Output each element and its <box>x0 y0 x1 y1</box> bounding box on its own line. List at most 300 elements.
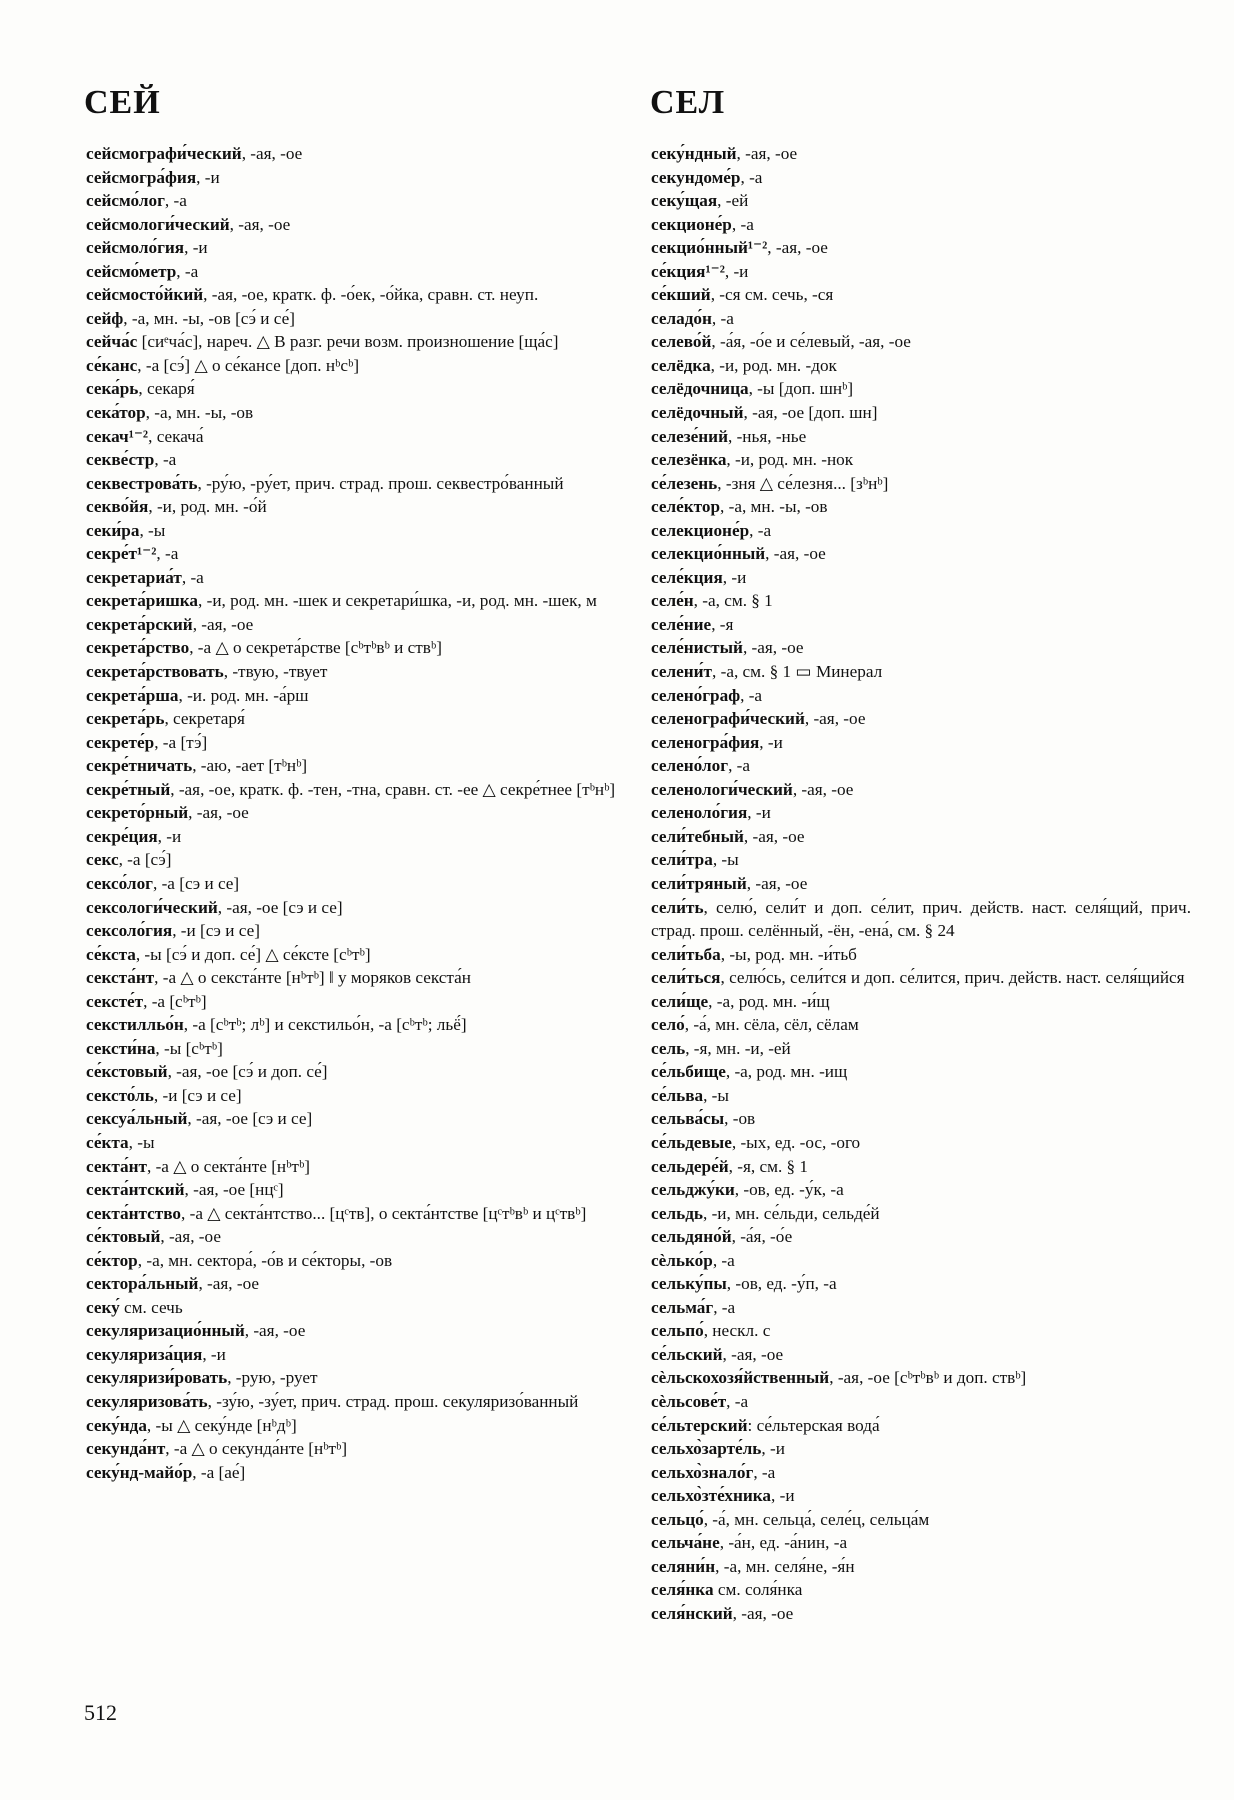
entry-headword: сельча́не <box>651 1533 720 1553</box>
entry-grammar: , -а <box>728 756 751 776</box>
dictionary-entry <box>651 1343 1191 1367</box>
dictionary-entry <box>86 896 626 920</box>
entry-headword: сели́ться <box>651 968 721 988</box>
dictionary-entry <box>86 990 626 1014</box>
dictionary-entry <box>651 448 1191 472</box>
entry-headword: селезе́ний <box>651 426 728 446</box>
entry-grammar: , -ов, ед. -у́к, -а <box>734 1180 844 1200</box>
dictionary-entry <box>651 1531 1191 1555</box>
dictionary-entry <box>651 142 1191 166</box>
dictionary-entry <box>86 166 626 190</box>
entry-grammar: , -а <box>176 261 199 281</box>
entry-headword: сели́тьба <box>651 944 721 964</box>
entry-grammar: , -ая, -ое [сэ и се] <box>217 897 343 917</box>
entry-grammar: , -ая, -ое <box>229 214 291 234</box>
dictionary-entry <box>651 1437 1191 1461</box>
entry-headword: секач¹⁻² <box>86 426 149 446</box>
dictionary-entry <box>651 872 1191 896</box>
entry-grammar: , секаря́ <box>138 379 195 399</box>
dictionary-entry <box>86 684 626 708</box>
entry-grammar: , -ру́ю, -ру́ет, прич. страд. прош. секвестро́ванный <box>197 473 564 493</box>
entry-headword: селёдочница <box>651 379 749 399</box>
dictionary-entry <box>86 613 626 637</box>
entry-headword: селекцио́нный <box>651 544 766 564</box>
entry-headword: сексте́т <box>86 991 144 1011</box>
entry-grammar: , -зу́ю, -зу́ет, прич. страд. прош. секуляризо́ванный <box>207 1391 579 1411</box>
entry-grammar: , -а <box>749 520 772 540</box>
entry-grammar: , -ы [сэ́ и доп. се́] △ се́ксте [cᵇтᵇ] <box>135 944 371 964</box>
dictionary-entry <box>86 1296 626 1320</box>
entry-headword: селе́н <box>651 591 694 611</box>
entry-grammar: , -а [сэ и се] <box>152 873 240 893</box>
entry-grammar: [сиᵉча́с], нареч. △ В разг. речи возм. произношение [ща́с] <box>137 332 559 352</box>
entry-grammar: , -ы <box>712 850 739 870</box>
entry-headword: сельджу́ки <box>651 1180 735 1200</box>
entry-headword: селени́т <box>651 662 712 682</box>
entry-headword: сексоло́гия <box>86 921 173 941</box>
entry-grammar: , -а́, мн. сельца́, селе́ц, сельца́м <box>703 1509 930 1529</box>
entry-headword: секрета́рь <box>86 709 165 729</box>
entry-headword: секи́ра <box>86 520 140 540</box>
entry-headword: секве́стр <box>86 450 155 470</box>
entry-headword: сейсмологи́ческий <box>86 214 230 234</box>
dictionary-entry <box>86 448 626 472</box>
entry-headword: сели́ще <box>651 991 709 1011</box>
entry-headword: сельдь <box>651 1203 703 1223</box>
dictionary-entry <box>651 684 1191 708</box>
entry-headword: се́кший <box>651 285 711 305</box>
entry-grammar: , -ая, -ое <box>736 144 798 163</box>
entry-grammar: см. соля́нка <box>713 1580 803 1600</box>
entry-headword: сека́тор <box>86 403 146 423</box>
entry-headword: сельхо̀зарте́ль <box>651 1439 762 1459</box>
dictionary-entry <box>651 213 1191 237</box>
entry-grammar: , -и <box>771 1486 795 1506</box>
entry-grammar: , -ая, -ое <box>804 709 866 729</box>
dictionary-entry <box>86 142 626 166</box>
dictionary-entry <box>651 966 1191 990</box>
dictionary-entry <box>86 377 626 401</box>
entry-grammar: , -а, мн. сектора́, -о́в и се́кторы, -ов <box>137 1250 393 1270</box>
entry-grammar: , -а́, мн. сёла, сёл, сёлам <box>684 1015 859 1035</box>
dictionary-entry <box>86 589 626 613</box>
entry-headword: се́ктовый <box>86 1227 161 1247</box>
dictionary-entry <box>651 754 1191 778</box>
entry-headword: се́канс <box>86 355 138 375</box>
dictionary-entry <box>651 1131 1191 1155</box>
entry-headword: селёдочный <box>651 403 744 423</box>
entry-grammar: , -а́я, -о́е и се́левый, -ая, -ое <box>711 332 911 352</box>
dictionary-entry <box>651 1060 1191 1084</box>
entry-grammar: , -и, род. мн. -нок <box>726 450 854 470</box>
entry-headword: селеногра́фия <box>651 732 760 752</box>
dictionary-entry <box>86 825 626 849</box>
entry-headword: секундоме́р <box>651 167 741 187</box>
entry-headword: секуляризи́ровать <box>86 1368 228 1388</box>
running-head-right: СЕЛ <box>650 84 726 121</box>
dictionary-entry <box>86 542 626 566</box>
entry-grammar: , -ых, ед. -ос, -ого <box>731 1132 861 1152</box>
dictionary-entry <box>651 1578 1191 1602</box>
dictionary-entry <box>651 1084 1191 1108</box>
entry-headword: секре́тный <box>86 779 171 799</box>
entry-headword: сѐльскохозя́йственный <box>651 1368 830 1388</box>
entry-headword: сельку́пы <box>651 1274 727 1294</box>
dictionary-entry <box>86 189 626 213</box>
entry-grammar: , -а △ о секрета́рстве [cᵇтᵇвᵇ и ствᵇ] <box>189 638 442 658</box>
entry-grammar: , -а △ о секунда́нте [нᵇтᵇ] <box>165 1439 348 1459</box>
entry-grammar: , -и, род. мн. -шек и секретари́шка, -и, род. мн. -шек, м <box>198 591 597 611</box>
entry-grammar: , -ая, -ое [сэ и се] <box>187 1109 313 1129</box>
entry-grammar: , -а <box>726 1391 749 1411</box>
entry-grammar: , -а [сэ́] <box>118 850 172 870</box>
entry-grammar: , -а <box>740 685 763 705</box>
entry-headword: се́льдевые <box>651 1132 732 1152</box>
entry-grammar: , -ая, -ое <box>792 779 854 799</box>
dictionary-entry <box>651 613 1191 637</box>
entry-grammar: , -а [сэ́] △ о се́кансе [доп. нᵇсᵇ] <box>137 355 360 375</box>
dictionary-entry <box>86 1343 626 1367</box>
dictionary-entry <box>651 1013 1191 1037</box>
entry-headword: селенографи́ческий <box>651 709 805 729</box>
dictionary-entry <box>651 1037 1191 1061</box>
entry-headword: сейф <box>86 308 124 328</box>
entry-headword: селено́лог <box>651 756 729 776</box>
dictionary-entry <box>651 896 1191 943</box>
entry-grammar: см. сечь <box>119 1297 183 1317</box>
dictionary-entry <box>651 189 1191 213</box>
dictionary-entry <box>86 1319 626 1343</box>
dictionary-entry <box>86 566 626 590</box>
entry-headword: селезёнка <box>651 450 727 470</box>
entry-headword: секрета́рский <box>86 614 193 634</box>
entry-grammar: , -и, мн. се́льди, сельде́й <box>702 1203 880 1223</box>
entry-headword: сель <box>651 1038 686 1058</box>
entry-grammar: , -ы, род. мн. -и́тьб <box>720 944 857 964</box>
dictionary-entry <box>651 1390 1191 1414</box>
dictionary-entry <box>651 943 1191 967</box>
entry-grammar: , -а <box>154 450 177 470</box>
entry-grammar: , -а [ае́] <box>192 1462 246 1482</box>
dictionary-entry <box>86 801 626 825</box>
entry-grammar: , -я, см. § 1 <box>728 1156 809 1176</box>
entry-grammar: , -ая, -ое <box>765 544 826 564</box>
entry-headword: секста́нт <box>86 968 155 988</box>
entry-grammar: , -и <box>196 167 220 187</box>
entry-grammar: , -ая, -ое <box>767 238 828 258</box>
entry-grammar: , -а [cᵇтᵇ] <box>143 991 207 1011</box>
dictionary-entry <box>86 848 626 872</box>
entry-headword: секрета́рство <box>86 638 190 658</box>
entry-headword: селёдка <box>651 355 711 375</box>
entry-grammar: , -ая, -ое <box>743 826 805 846</box>
dictionary-entry <box>86 1131 626 1155</box>
entry-grammar: , -а <box>713 1297 736 1317</box>
entry-grammar: , -ы △ секу́нде [нᵇдᵇ] <box>146 1415 297 1435</box>
entry-headword: се́лезень <box>651 473 718 493</box>
entry-headword: селе́нистый <box>651 638 743 658</box>
dictionary-entry <box>651 825 1191 849</box>
entry-headword: сельхо̀зте́хника <box>651 1486 772 1506</box>
entry-grammar: , -а <box>712 1250 735 1270</box>
dictionary-entry <box>651 1107 1191 1131</box>
dictionary-entry <box>86 1202 626 1226</box>
dictionary-entry <box>651 495 1191 519</box>
entry-headword: секрета́ришка <box>86 591 199 611</box>
entry-headword: селе́ние <box>651 614 712 634</box>
entry-headword: секуляриза́ция <box>86 1344 203 1364</box>
dictionary-entry <box>86 1366 626 1390</box>
entry-headword: сѐлько́р <box>651 1250 713 1270</box>
entry-grammar: , -ы <box>703 1085 729 1105</box>
entry-headword: селево́й <box>651 332 712 352</box>
entry-headword: сексто́ль <box>86 1085 154 1105</box>
entry-headword: сексологи́ческий <box>86 897 218 917</box>
entry-grammar: , -и [сэ и се] <box>153 1085 242 1105</box>
dictionary-entry <box>86 1461 626 1485</box>
dictionary-entry <box>86 778 626 802</box>
entry-grammar: , -ая, -ое [нцᶜ] <box>184 1180 284 1200</box>
entry-grammar: , -ая, -ое <box>160 1227 221 1247</box>
entry-grammar: , -ы <box>139 520 166 540</box>
entry-grammar: , -а △ секта́нтство... [цᶜтв], о секта́нтстве [цᶜтᵇвᵇ и цᶜтвᵇ] <box>181 1203 587 1223</box>
entry-grammar: , -ая, -ое <box>742 638 804 658</box>
dictionary-entry <box>86 1225 626 1249</box>
entry-grammar: , -и <box>724 261 749 281</box>
entry-grammar: , -и <box>202 1344 226 1364</box>
entry-headword: сексти́на <box>86 1038 156 1058</box>
entry-headword: сельхо̀знало́г <box>651 1462 754 1482</box>
entry-headword: селено́граф <box>651 685 741 705</box>
entry-grammar: , -и <box>722 567 747 587</box>
dictionary-entry <box>86 872 626 896</box>
dictionary-entry <box>651 1178 1191 1202</box>
dictionary-entry <box>651 401 1191 425</box>
entry-grammar: , -ая, -ое [доп. шн] <box>743 403 878 423</box>
entry-grammar: , -и <box>157 826 182 846</box>
entry-headword: секре́т¹⁻² <box>86 544 157 564</box>
dictionary-entry <box>86 307 626 331</box>
entry-headword: секво́йя <box>86 497 149 517</box>
entry-grammar: , -а △ о секта́нте [нᵇтᵇ] <box>146 1156 310 1176</box>
entry-headword: секта́нтство <box>86 1203 182 1223</box>
entry-grammar: , -ая, -ое <box>722 1344 784 1364</box>
entry-grammar: , -и <box>759 732 783 752</box>
entry-headword: секрета́рствовать <box>86 662 224 682</box>
dictionary-entry <box>86 1249 626 1273</box>
entry-grammar: , -а <box>164 191 187 211</box>
entry-headword: сели́тра <box>651 850 713 870</box>
dictionary-entry <box>86 1414 626 1438</box>
entry-headword: сейсмогра́фия <box>86 167 197 187</box>
dictionary-entry <box>651 330 1191 354</box>
entry-headword: се́льва <box>651 1085 704 1105</box>
entry-headword: секуляризацио́нный <box>86 1321 245 1341</box>
entry-headword: селяни́н <box>651 1556 716 1576</box>
dictionary-entry <box>651 354 1191 378</box>
entry-headword: сельдере́й <box>651 1156 729 1176</box>
entry-headword: сели́тряный <box>651 873 747 893</box>
entry-grammar: , -а, см. § 1 <box>693 591 773 611</box>
entry-grammar: , селю́сь, сели́тся и доп. се́лится, прич. действ. наст. селя́щийся <box>720 968 1185 988</box>
entry-headword: сельдяно́й <box>651 1227 732 1247</box>
dictionary-entry <box>86 731 626 755</box>
dictionary-entry <box>86 472 626 496</box>
dictionary-entry <box>651 1555 1191 1579</box>
entry-grammar: , -аю, -ает [тᵇнᵇ] <box>192 756 308 776</box>
dictionary-entry <box>651 707 1191 731</box>
dictionary-entry <box>651 660 1191 684</box>
entry-headword: се́льский <box>651 1344 723 1364</box>
dictionary-entry <box>651 1366 1191 1390</box>
dictionary-entry <box>651 425 1191 449</box>
entry-headword: сексо́лог <box>86 873 153 893</box>
dictionary-entry <box>86 260 626 284</box>
dictionary-entry <box>651 1155 1191 1179</box>
entry-headword: се́льбище <box>651 1062 726 1082</box>
dictionary-entry <box>86 1037 626 1061</box>
entry-grammar: , -а, см. § 1 ▭ Минерал <box>712 662 883 682</box>
entry-grammar: , -и, род. мн. -док <box>710 355 837 375</box>
dictionary-entry <box>86 425 626 449</box>
entry-headword: сейсмоло́гия <box>86 238 185 258</box>
entry-headword: селя́нский <box>651 1603 733 1623</box>
entry-grammar: , -ая, -ое <box>241 144 303 163</box>
dictionary-entry <box>651 990 1191 1014</box>
entry-grammar: , -ы [доп. шнᵇ] <box>748 379 854 399</box>
entry-headword: сека́рь <box>86 379 139 399</box>
dictionary-entry <box>651 1296 1191 1320</box>
entry-grammar: , секретаря́ <box>164 709 245 729</box>
entry-headword: се́кция¹⁻² <box>651 261 725 281</box>
entry-headword: секцио́нный¹⁻² <box>651 238 768 258</box>
entry-grammar: , -ая, -ое <box>732 1603 794 1623</box>
entry-headword: се́кста <box>86 944 136 964</box>
entry-grammar: , -и, род. мн. -о́й <box>148 497 267 517</box>
dictionary-entry <box>86 919 626 943</box>
entry-grammar: , -а <box>753 1462 776 1482</box>
dictionary-entry <box>86 1272 626 1296</box>
entry-grammar: , -а <box>156 544 179 564</box>
entry-headword: секу́нд-майо́р <box>86 1462 193 1482</box>
left-column <box>86 142 626 1484</box>
entry-grammar: , -ов, ед. -у́п, -а <box>726 1274 837 1294</box>
dictionary-entry <box>651 1319 1191 1343</box>
entry-headword: се́кстовый <box>86 1062 168 1082</box>
entry-headword: се́кта <box>86 1132 129 1152</box>
dictionary-entry <box>651 1602 1191 1626</box>
entry-headword: сейсмо́лог <box>86 191 165 211</box>
entry-grammar: , -а, род. мн. -и́щ <box>708 991 830 1011</box>
dictionary-entry <box>86 636 626 660</box>
entry-headword: секу́ <box>86 1297 120 1317</box>
entry-headword: секрете́р <box>86 732 155 752</box>
dictionary-entry <box>86 754 626 778</box>
dictionary-entry <box>86 1155 626 1179</box>
dictionary-entry <box>86 495 626 519</box>
dictionary-entry <box>651 1225 1191 1249</box>
entry-headword: се́льтерский <box>651 1415 748 1435</box>
entry-grammar: , -и <box>184 238 208 258</box>
entry-grammar: , -и. род. мн. -а́рш <box>178 685 309 705</box>
dictionary-entry <box>651 283 1191 307</box>
dictionary-entry <box>86 966 626 990</box>
entry-grammar: , -твую, -твует <box>223 662 328 682</box>
dictionary-entry <box>86 660 626 684</box>
entry-grammar: , -а [тэ́] <box>154 732 208 752</box>
dictionary-entry <box>651 377 1191 401</box>
entry-headword: сейсмографи́ческий <box>86 144 242 163</box>
entry-grammar: , -и [сэ и се] <box>172 921 260 941</box>
dictionary-entry <box>651 1508 1191 1532</box>
entry-headword: сели́тебный <box>651 826 744 846</box>
entry-headword: сейсмосто́йкий <box>86 285 204 305</box>
entry-headword: село́ <box>651 1015 685 1035</box>
entry-headword: сѐльсове́т <box>651 1391 727 1411</box>
entry-headword: селенологи́ческий <box>651 779 793 799</box>
entry-headword: селадо́н <box>651 308 712 328</box>
entry-grammar: , -а <box>731 214 754 234</box>
entry-headword: сельма́г <box>651 1297 714 1317</box>
entry-grammar: , -ая, -ое <box>192 614 254 634</box>
entry-headword: секрета́рша <box>86 685 179 705</box>
entry-headword: секу́нда <box>86 1415 147 1435</box>
entry-headword: секта́нт <box>86 1156 147 1176</box>
entry-grammar: , -а, мн. -ы, -ов <box>720 497 828 517</box>
dictionary-entry <box>86 283 626 307</box>
dictionary-entry <box>86 519 626 543</box>
entry-headword: секретариа́т <box>86 567 182 587</box>
entry-grammar: , -а, мн. селя́не, -я́н <box>715 1556 855 1576</box>
entry-headword: сектора́льный <box>86 1274 199 1294</box>
entry-headword: селе́кция <box>651 567 723 587</box>
entry-grammar: , -ая, -ое [cᵇтᵇвᵇ и доп. ствᵇ] <box>829 1368 1027 1388</box>
entry-headword: секционе́р <box>651 214 732 234</box>
entry-headword: секре́ция <box>86 826 158 846</box>
entry-grammar: , -а <box>740 167 763 187</box>
dictionary-entry <box>86 707 626 731</box>
entry-headword: сельва́сы <box>651 1109 725 1129</box>
entry-headword: се́ктор <box>86 1250 138 1270</box>
entry-headword: секрето́рный <box>86 803 189 823</box>
entry-grammar: , -ей <box>717 191 749 211</box>
entry-headword: секре́тничать <box>86 756 193 776</box>
dictionary-entry <box>651 260 1191 284</box>
entry-grammar: , -а △ о секста́нте [нᵇтᵇ] ‖ у моряков секста́н <box>154 968 471 988</box>
dictionary-entry <box>651 542 1191 566</box>
entry-grammar: , -ая, -ое <box>244 1321 306 1341</box>
entry-grammar: , -а [cᵇтᵇ; лᵇ] и секстильо́н, -а [cᵇтᵇ; льё́] <box>183 1015 467 1035</box>
dictionary-entry <box>86 1060 626 1084</box>
entry-grammar: , -ая, -ое [сэ́ и доп. се́] <box>167 1062 328 1082</box>
entry-grammar: , -ая, -ое <box>198 1274 260 1294</box>
dictionary-entry <box>86 1178 626 1202</box>
entry-grammar: , -рую, -рует <box>227 1368 318 1388</box>
entry-grammar: , -я, мн. -и, -ей <box>685 1038 791 1058</box>
dictionary-entry <box>86 236 626 260</box>
entry-grammar: , селю́, сели́т и доп. се́лит, прич. действ. наст. селя́щий, прич. страд. прош. селённый, -ён, -ена́, см. § 24 <box>651 897 1191 941</box>
entry-grammar: , -а <box>181 567 204 587</box>
entry-grammar: , -а, мн. -ы, -ов [сэ́ и се́] <box>123 308 295 328</box>
entry-headword: сейча́с <box>86 332 138 352</box>
entry-grammar: : се́льтерская вода́ <box>747 1415 880 1435</box>
entry-grammar: , -ы [cᵇтᵇ] <box>155 1038 223 1058</box>
dictionary-entry <box>651 1461 1191 1485</box>
dictionary-entry <box>651 519 1191 543</box>
dictionary-entry <box>86 401 626 425</box>
entry-headword: сексуа́льный <box>86 1109 188 1129</box>
dictionary-entry <box>651 1414 1191 1438</box>
